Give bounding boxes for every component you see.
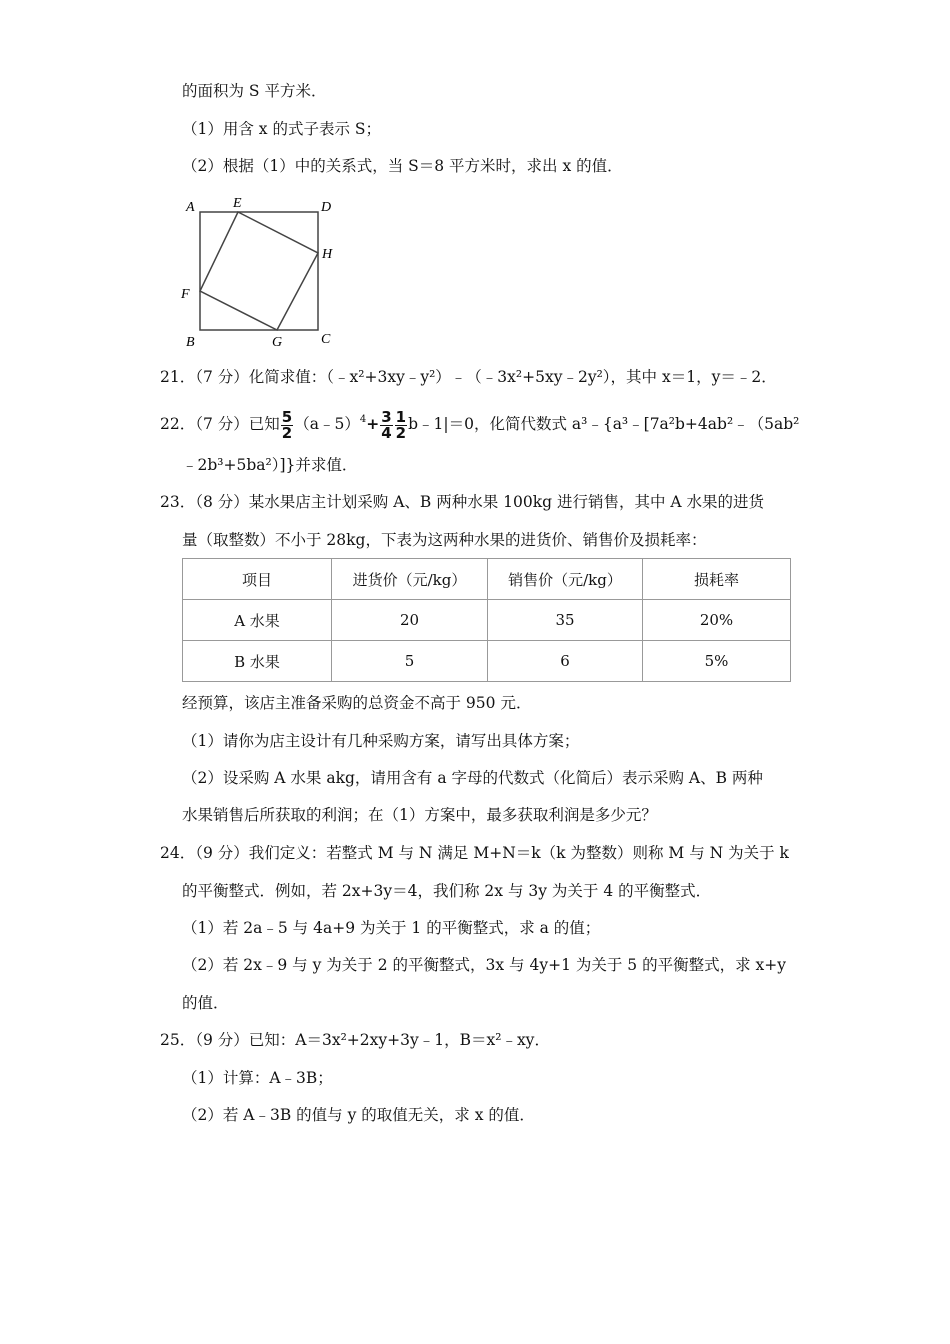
table-cell: 5% (643, 641, 791, 682)
problem-23-line-2: 量（取整数）不小于 28kg，下表为这两种水果的进货价、销售价及损耗率： (182, 531, 707, 549)
table-row (183, 600, 791, 641)
problem-22-number: 22． (160, 415, 196, 433)
problem-23-line-1 (160, 491, 764, 513)
problem-23-number: 23． (160, 493, 196, 511)
fraction-3-over-4 (380, 407, 392, 442)
frac3-num: 1 (395, 407, 407, 426)
problem-23-question-2b: 水果销售后所获取的利润；在（1）方案中，最多获取利润是多少元？ (182, 806, 657, 824)
exponent-4: 4 (359, 414, 367, 425)
fraction-5-over-2 (281, 407, 293, 442)
table-cell: A 水果 (183, 600, 332, 641)
frac3-den: 2 (395, 423, 407, 442)
label-b: B (186, 335, 195, 350)
table-header: 销售价（元/kg） (488, 559, 643, 600)
problem-24-text: （9 分）我们定义：若整式 M 与 N 满足 M+N＝k（k 为整数）则称 M 与 N 为关于 k (195, 844, 789, 862)
outer-square (200, 212, 318, 330)
table-cell: 20% (643, 600, 791, 641)
plus-sign: + (366, 415, 380, 433)
problem-25-question-1: （1）计算：A﹣3B； (182, 1069, 333, 1087)
problem-25-line-1 (160, 1029, 550, 1051)
problem-20-continuation: 的面积为 S 平方米． (182, 82, 327, 100)
problem-21-number: 21． (160, 368, 196, 386)
frac1-num: 5 (281, 407, 293, 426)
problem-20-question-2: （2）根据（1）中的关系式，当 S＝8 平方米时，求出 x 的值． (182, 157, 623, 175)
problem-24-line-2: 的平衡整式．例如，若 2x+3y＝4，我们称 2x 与 3y 为关于 4 的平衡整式． (182, 882, 712, 900)
problem-23-text: （8 分）某水果店主计划采购 A、B 两种水果 100kg 进行销售，其中 A 水果的进货 (195, 493, 765, 511)
problem-24-line-1 (160, 842, 789, 864)
inner-square (200, 212, 318, 330)
table-header: 项目 (183, 559, 332, 600)
problem-24-number: 24． (160, 844, 196, 862)
table-cell: B 水果 (183, 641, 332, 682)
problem-25-question-2: （2）若 A﹣3B 的值与 y 的取值无关，求 x 的值． (182, 1106, 535, 1124)
label-f: F (181, 287, 190, 302)
problem-22-lead: （7 分）已知 (195, 415, 280, 433)
problem-22-part-a: （a﹣5） (294, 415, 360, 433)
frac2-num: 3 (381, 407, 392, 426)
problem-22-part-b: b﹣1|＝0，化简代数式 a³﹣{a³﹣[7a²b+4ab²﹣（5ab² (408, 415, 800, 433)
problem-20-question-1: （1）用含 x 的式子表示 S； (182, 120, 382, 138)
table-header: 损耗率 (643, 559, 791, 600)
problem-23-question-2a: （2）设采购 A 水果 akg，请用含有 a 字母的代数式（化简后）表示采购 A、B 两种 (182, 769, 763, 787)
label-d: D (321, 200, 332, 215)
problem-21-text: （7 分）化简求值：（﹣x²+3xy﹣y²）﹣（﹣3x²+5xy﹣2y²），其中 x＝1，y＝﹣2． (195, 368, 777, 386)
label-g: G (272, 335, 283, 350)
fraction-1-over-2 (395, 407, 407, 442)
table-row (183, 641, 791, 682)
label-a: A (186, 200, 195, 215)
problem-24-question-2b: 的值． (182, 994, 229, 1012)
frac1-den: 2 (281, 423, 293, 442)
problem-25-text: （9 分）已知：A＝3x²+2xy+3y﹣1，B＝x²﹣xy． (195, 1031, 550, 1049)
problem-23-question-1: （1）请你为店主设计有几种采购方案，请写出具体方案； (182, 732, 580, 750)
problem-22-line-2: ﹣2b³+5ba²）]}并求值． (182, 456, 358, 474)
table-cell: 20 (332, 600, 488, 641)
problem-25-number: 25． (160, 1031, 196, 1049)
table-cell: 5 (332, 641, 488, 682)
problem-21 (160, 366, 777, 388)
square-figure (176, 190, 346, 350)
problem-22-line-1 (160, 404, 799, 444)
label-h: H (322, 247, 333, 262)
label-c: C (321, 332, 331, 347)
table-header: 进货价（元/kg） (332, 559, 488, 600)
fruit-price-table (182, 558, 791, 682)
label-e: E (233, 196, 242, 211)
frac2-den: 4 (381, 423, 392, 442)
table-cell: 6 (488, 641, 643, 682)
table-header-row (183, 559, 791, 600)
problem-23-budget: 经预算，该店主准备采购的总资金不高于 950 元． (182, 694, 532, 712)
problem-24-question-2a: （2）若 2x﹣9 与 y 为关于 2 的平衡整式，3x 与 4y+1 为关于 5 的平衡整式，求 x+y (182, 956, 786, 974)
problem-24-question-1: （1）若 2a﹣5 与 4a+9 为关于 1 的平衡整式，求 a 的值； (182, 919, 601, 937)
table-cell: 35 (488, 600, 643, 641)
